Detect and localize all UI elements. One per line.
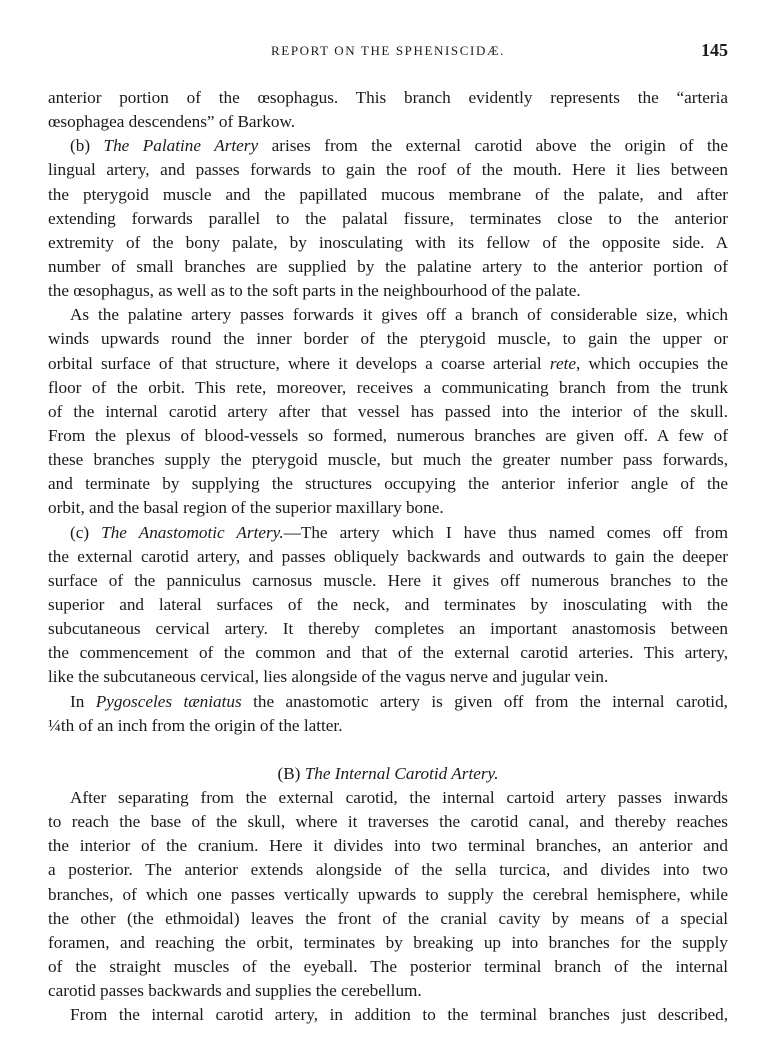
text-line xyxy=(48,955,728,979)
text-segment: , which occupies the xyxy=(576,353,728,373)
text-line xyxy=(48,979,728,1003)
text-line xyxy=(48,883,728,907)
section-heading xyxy=(48,762,728,786)
text-segment: winds upwards round the inner border of the pterygoid muscle, to gain the upper or xyxy=(48,329,728,349)
text-segment: the anastomotic artery is given off from the internal carotid, xyxy=(241,691,728,711)
text-line xyxy=(48,569,728,593)
text-line xyxy=(48,352,728,376)
italic-text: The Palatine Artery xyxy=(103,136,259,156)
text-line xyxy=(48,641,728,665)
text-line xyxy=(48,183,728,207)
text-line xyxy=(48,376,728,400)
text-line xyxy=(48,472,728,496)
text-line xyxy=(48,400,728,424)
text-segment: arises from the external carotid above the origin of the xyxy=(258,136,728,156)
text-segment: œsophagea descendens” of Barkow. xyxy=(48,112,296,132)
text-line xyxy=(48,907,728,931)
text-line xyxy=(48,858,728,882)
page-header xyxy=(48,40,728,64)
text-line xyxy=(48,110,728,134)
text-line xyxy=(48,279,728,303)
text-line xyxy=(48,448,728,472)
text-segment: From the plexus of blood-vessels so formed, numerous branches are given off. A few of xyxy=(48,425,728,445)
text-segment: In xyxy=(70,691,96,711)
text-segment: a posterior. The anterior extends alongside of the sella turcica, and divides into two xyxy=(48,860,728,880)
text-line xyxy=(48,665,728,689)
text-line xyxy=(48,714,728,738)
text-line xyxy=(48,617,728,641)
text-segment: (c) xyxy=(70,522,102,542)
text-segment: subcutaneous cervical artery. It thereby completes an important anastomosis between xyxy=(48,619,728,639)
running-title: REPORT ON THE SPHENISCIDÆ. xyxy=(271,43,505,58)
text-line xyxy=(48,810,728,834)
italic-text: The Anastomotic Artery. xyxy=(101,522,284,542)
text-segment: extending forwards parallel to the palatal fissure, terminates close to the anterior xyxy=(48,208,728,228)
text-segment: and terminate by supplying the structures occupying the anterior inferior angle of the xyxy=(48,474,728,494)
text-line xyxy=(48,931,728,955)
text-line xyxy=(48,593,728,617)
text-segment: the interior of the cranium. Here it divides into two terminal branches, an anterior and xyxy=(48,836,728,856)
text-line xyxy=(48,1003,728,1027)
text-segment: the pterygoid muscle and the papillated mucous membrane of the palate, and after xyxy=(48,184,728,204)
text-segment: extremity of the bony palate, by inosculating with its fellow of the opposite side. A xyxy=(48,232,728,252)
text-line xyxy=(48,231,728,255)
text-segment: From the internal carotid artery, in addition to the terminal branches just described, xyxy=(70,1005,728,1025)
text-segment: floor of the orbit. This rete, moreover, receives a communicating branch from the trunk xyxy=(48,377,728,397)
text-segment: As the palatine artery passes forwards it gives off a branch of considerable size, which xyxy=(70,305,728,325)
text-segment: the œsophagus, as well as to the soft parts in the neighbourhood of the palate. xyxy=(48,281,581,301)
text-segment: of the straight muscles of the eyeball. The posterior terminal branch of the internal xyxy=(48,956,728,976)
text-line xyxy=(48,424,728,448)
text-segment: —The artery which I have thus named comes off from xyxy=(283,522,728,542)
text-line xyxy=(48,303,728,327)
text-line xyxy=(48,521,728,545)
italic-text: rete xyxy=(549,353,576,373)
text-line xyxy=(48,134,728,158)
text-line xyxy=(48,207,728,231)
text-segment: the external carotid artery, and passes obliquely backwards and outwards to gain the deeper xyxy=(48,546,728,566)
text-segment: of the internal carotid artery after that vessel has passed into the interior of the skull. xyxy=(48,401,728,421)
text-segment: (b) xyxy=(70,136,104,156)
text-line xyxy=(48,690,728,714)
text-segment: surface of the panniculus carnosus muscle. Here it gives off numerous branches to the xyxy=(48,570,728,590)
text-line xyxy=(48,327,728,351)
text-line xyxy=(48,496,728,520)
italic-text: The Internal Carotid Artery. xyxy=(304,763,499,783)
text-segment: orbital surface of that structure, where it develops a coarse arterial xyxy=(48,353,550,373)
text-segment: like the subcutaneous cervical, lies alongside of the vagus nerve and jugular vein. xyxy=(48,667,609,687)
text-segment: these branches supply the pterygoid muscle, but much the greater number pass forwards, xyxy=(48,450,728,470)
text-segment: the other (the ethmoidal) leaves the front of the cranial cavity by means of a special xyxy=(48,908,728,928)
text-segment: the commencement of the common and that of the external carotid arteries. This artery, xyxy=(48,643,728,663)
text-segment: number of small branches are supplied by the palatine artery to the anterior portion of xyxy=(48,256,728,276)
text-segment: After separating from the external carotid, the internal cartoid artery passes inwards xyxy=(70,787,728,807)
text-line xyxy=(48,255,728,279)
page-number: 145 xyxy=(701,40,728,60)
text-segment: anterior portion of the œsophagus. This branch evidently represents the “arteria xyxy=(48,88,728,107)
text-line xyxy=(48,834,728,858)
text-line xyxy=(48,86,728,110)
text-segment: superior and lateral surfaces of the neck, and terminates by inosculating with the xyxy=(48,594,728,614)
text-segment: foramen, and reaching the orbit, terminates by breaking up into branches for the supply xyxy=(48,932,728,952)
text-segment: to reach the base of the skull, where it traverses the carotid canal, and thereby reaches xyxy=(48,812,728,832)
text-segment: orbit, and the basal region of the superior maxillary bone. xyxy=(48,498,444,518)
text-segment: carotid passes backwards and supplies the cerebellum. xyxy=(48,981,422,1001)
text-segment: branches, of which one passes vertically upwards to supply the cerebral hemisphere, while xyxy=(48,884,728,904)
text-line xyxy=(48,786,728,810)
italic-text: Pygosceles tæniatus xyxy=(95,691,242,711)
text-segment: lingual artery, and passes forwards to gain the roof of the mouth. Here it lies between xyxy=(48,160,728,180)
text-line xyxy=(48,545,728,569)
text-segment: (B) xyxy=(277,763,305,783)
text-segment: ¼th of an inch from the origin of the latter. xyxy=(48,715,343,735)
body-text xyxy=(48,86,728,1027)
text-line xyxy=(48,158,728,182)
